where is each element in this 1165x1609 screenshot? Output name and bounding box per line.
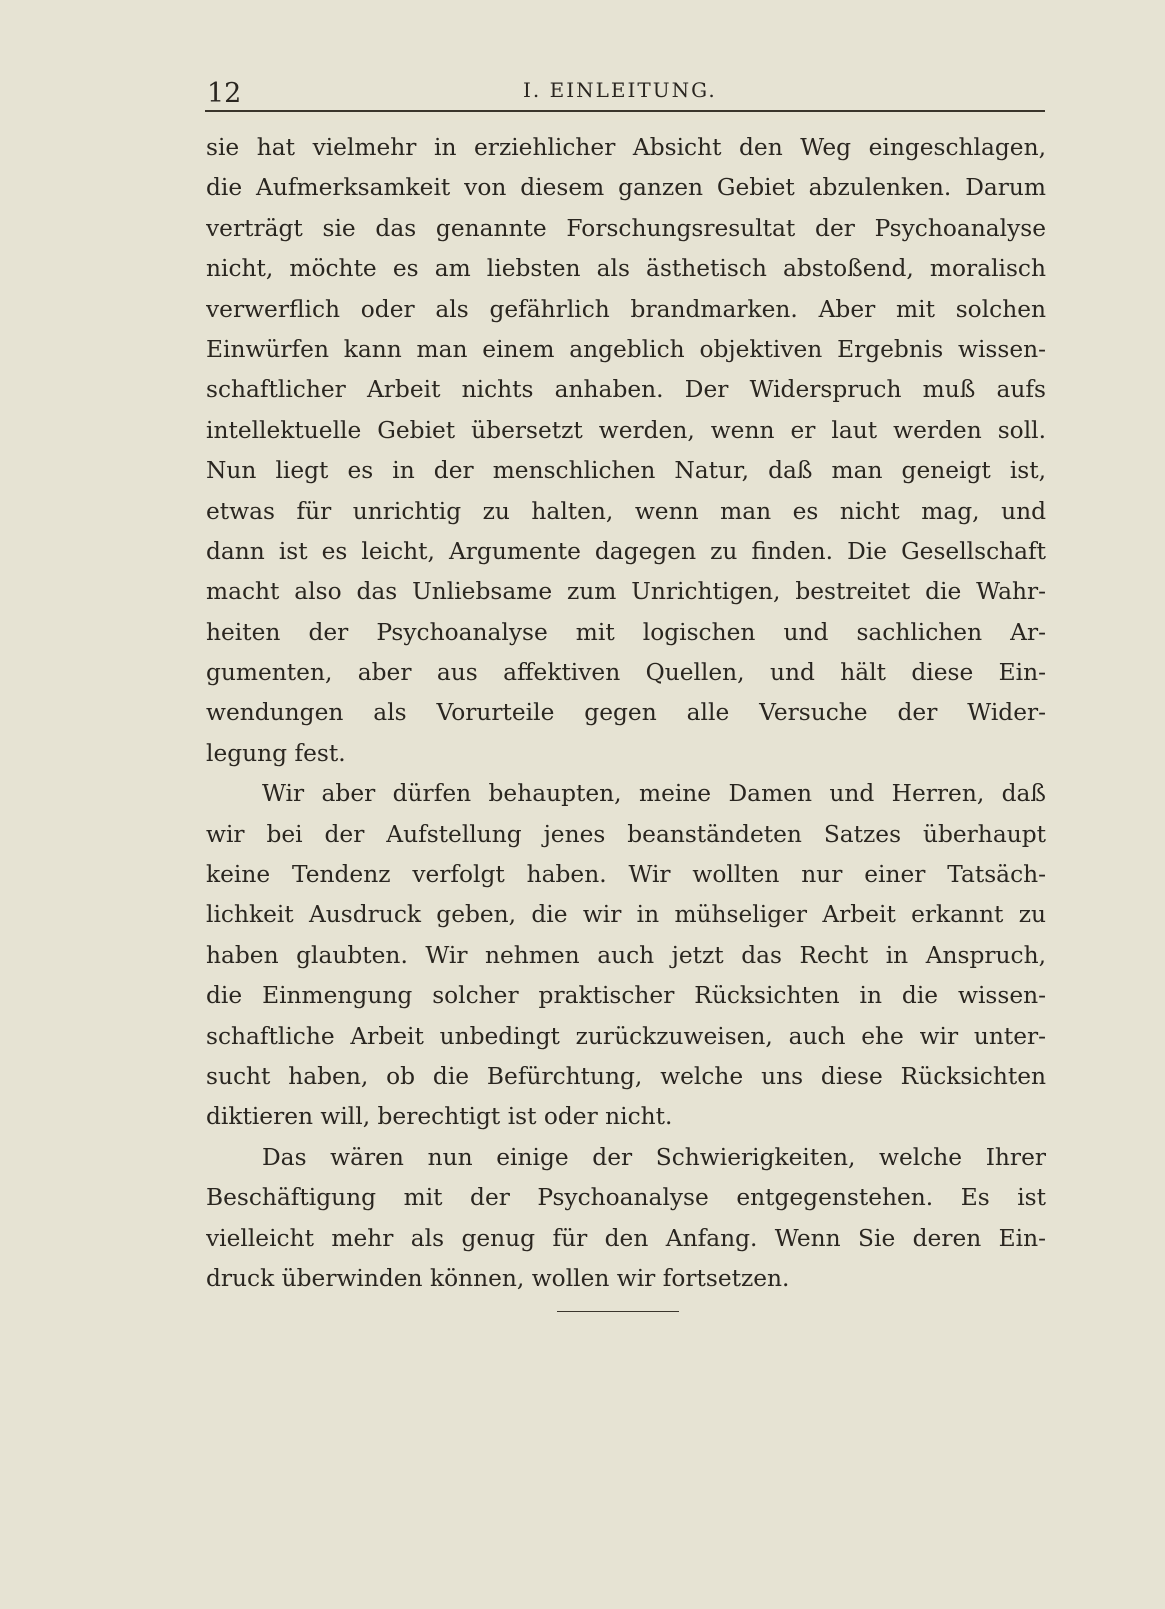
text-line: nicht, möchte es am liebsten als ästhetisch abstoßend, moralisch	[206, 255, 1046, 283]
text-line: keine Tendenz verfolgt haben. Wir wollten nur einer Tatsäch-	[206, 861, 1046, 889]
running-head: I. EINLEITUNG.	[523, 78, 717, 102]
text-line: heiten der Psychoanalyse mit logischen und sachlichen Ar-	[206, 618, 1046, 646]
page-header	[205, 74, 1045, 112]
text-line: dann ist es leicht, Argumente dagegen zu finden. Die Gesellschaft	[206, 537, 1046, 565]
section-end-rule	[557, 1311, 679, 1312]
text-line: verwerflich oder als gefährlich brandmarken. Aber mit solchen	[206, 295, 1046, 323]
text-line: Beschäftigung mit der Psychoanalyse entgegenstehen. Es ist	[206, 1184, 1046, 1212]
text-line: wendungen als Vorurteile gegen alle Versuche der Wider-	[206, 699, 1046, 727]
text-line: schaftliche Arbeit unbedingt zurückzuweisen, auch ehe wir unter-	[206, 1022, 1046, 1050]
page-number: 12	[207, 78, 242, 109]
text-line: sie hat vielmehr in erziehlicher Absicht den Weg eingeschlagen,	[206, 134, 1046, 161]
text-line: Einwürfen kann man einem angeblich objektiven Ergebnis wissen-	[206, 335, 1046, 363]
text-line: lichkeit Ausdruck geben, die wir in mühseliger Arbeit erkannt zu	[206, 901, 1046, 929]
text-line: diktieren will, berechtigt ist oder nicht.	[206, 1103, 673, 1131]
text-line: die Aufmerksamkeit von diesem ganzen Gebiet abzulenken. Darum	[206, 174, 1046, 202]
text-line: Nun liegt es in der menschlichen Natur, daß man geneigt ist,	[206, 457, 1046, 485]
text-line: schaftlicher Arbeit nichts anhaben. Der Widerspruch muß aufs	[206, 376, 1046, 404]
text-line: Das wären nun einige der Schwierigkeiten, welche Ihrer	[262, 1143, 1046, 1171]
text-line: gumenten, aber aus affektiven Quellen, und hält diese Ein-	[206, 659, 1046, 687]
text-line: legung fest.	[206, 739, 346, 767]
text-line: druck überwinden können, wollen wir fortsetzen.	[206, 1264, 790, 1292]
text-line: Wir aber dürfen behaupten, meine Damen und Herren, daß	[262, 780, 1046, 808]
text-line: sucht haben, ob die Befürchtung, welche uns diese Rücksichten	[206, 1062, 1046, 1090]
text-line: etwas für unrichtig zu halten, wenn man es nicht mag, und	[206, 497, 1046, 525]
text-line: intellektuelle Gebiet übersetzt werden, wenn er laut werden soll.	[206, 416, 1046, 444]
body-text	[206, 128, 1046, 1299]
text-line: vielleicht mehr als genug für den Anfang. Wenn Sie deren Ein-	[206, 1224, 1046, 1252]
text-line: haben glaubten. Wir nehmen auch jetzt das Recht in Anspruch,	[206, 941, 1046, 969]
text-line: die Einmengung solcher praktischer Rücksichten in die wissen-	[206, 982, 1046, 1010]
text-line: wir bei der Aufstellung jenes beanständeten Satzes überhaupt	[206, 820, 1046, 848]
text-line: macht also das Unliebsame zum Unrichtigen, bestreitet die Wahr-	[206, 578, 1046, 606]
text-line: verträgt sie das genannte Forschungsresultat der Psychoanalyse	[206, 214, 1046, 242]
